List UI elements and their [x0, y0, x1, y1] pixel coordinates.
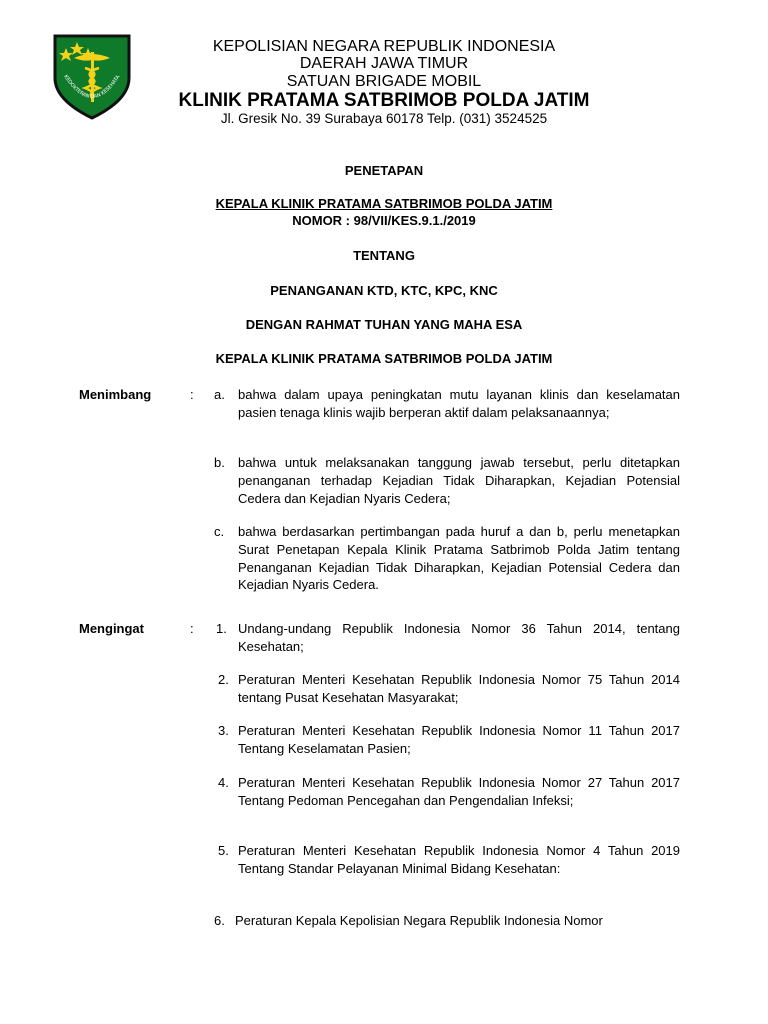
mengingat-item: Peraturan Menteri Kesehatan Republik Indonesia Nomor 27 Tahun 2017 Tentang Pedoman Pencegahan dan Pengendalian Infeksi; — [238, 775, 680, 808]
list-marker: b. — [214, 455, 225, 470]
police-medical-logo — [52, 28, 132, 120]
menimbang-label: Menimbang — [79, 387, 152, 402]
menimbang-item: bahwa dalam upaya peningkatan mutu layanan klinis dan keselamatan pasien tenaga klinis wajib berperan aktif dalam pelaksanaannya; — [238, 387, 680, 420]
mengingat-item: Undang-undang Republik Indonesia Nomor 36 Tahun 2014, tentang Kesehatan; — [238, 621, 680, 654]
blessing-heading: DENGAN RAHMAT TUHAN YANG MAHA ESA — [245, 317, 523, 332]
official-heading: KEPALA KLINIK PRATAMA SATBRIMOB POLDA JATIM — [215, 351, 553, 366]
mengingat-item: Peraturan Kepala Kepolisian Negara Republik Indonesia Nomor — [235, 913, 603, 928]
list-marker: 2. — [218, 672, 229, 687]
list-marker: 3. — [218, 723, 229, 738]
issuer-heading: KEPALA KLINIK PRATAMA SATBRIMOB POLDA JATIM — [215, 196, 553, 211]
subject-heading: PENANGANAN KTD, KTC, KPC, KNC — [270, 283, 498, 298]
list-marker: 5. — [218, 843, 229, 858]
mengingat-label: Mengingat — [79, 621, 144, 636]
header-address: Jl. Gresik No. 39 Surabaya 60178 Telp. (031) 3524525 — [220, 111, 548, 126]
doc-type-heading: PENETAPAN — [344, 163, 424, 178]
header-clinic-name: KLINIK PRATAMA SATBRIMOB POLDA JATIM — [178, 90, 590, 111]
mengingat-item: Peraturan Menteri Kesehatan Republik Indonesia Nomor 75 Tahun 2014 tentang Pusat Kesehatan Masyarakat; — [238, 672, 680, 705]
mengingat-item: Peraturan Menteri Kesehatan Republik Indonesia Nomor 4 Tahun 2019 Tentang Standar Pelayanan Minimal Bidang Kesehatan: — [238, 843, 680, 876]
list-marker: 1. — [216, 621, 227, 636]
header-region: DAERAH JAWA TIMUR — [299, 55, 469, 72]
menimbang-colon: : — [190, 387, 194, 402]
list-marker: 4. — [218, 775, 229, 790]
header-institution: KEPOLISIAN NEGARA REPUBLIK INDONESIA — [212, 38, 556, 55]
menimbang-item: bahwa untuk melaksanakan tanggung jawab tersebut, perlu ditetapkan penanganan terhadap Kejadian Tidak Diharapkan, Kejadian Potensial Cedera dan Kejadian Nyaris Cedera; — [238, 455, 680, 506]
list-marker: 6. — [214, 913, 225, 928]
tentang-heading: TENTANG — [353, 248, 415, 263]
document-number: NOMOR : 98/VII/KES.9.1./2019 — [292, 213, 476, 228]
header-unit: SATUAN BRIGADE MOBIL — [286, 73, 482, 90]
logo-text: KEDOKTERAN DAN KESEHATA — [62, 73, 122, 101]
mengingat-item: Peraturan Menteri Kesehatan Republik Indonesia Nomor 11 Tahun 2017 Tentang Keselamatan Pasien; — [238, 723, 680, 756]
menimbang-item: bahwa berdasarkan pertimbangan pada huruf a dan b, perlu menetapkan Surat Penetapan Kepala Klinik Pratama Satbrimob Polda Jatim tentang Penanganan Kejadian Tidak Diharapkan, Kejadian Potensial Cedera dan Kejadian Nyaris Cedera. — [238, 524, 680, 593]
list-marker: c. — [214, 524, 225, 539]
list-marker: a. — [214, 387, 225, 402]
mengingat-colon: : — [190, 621, 194, 636]
